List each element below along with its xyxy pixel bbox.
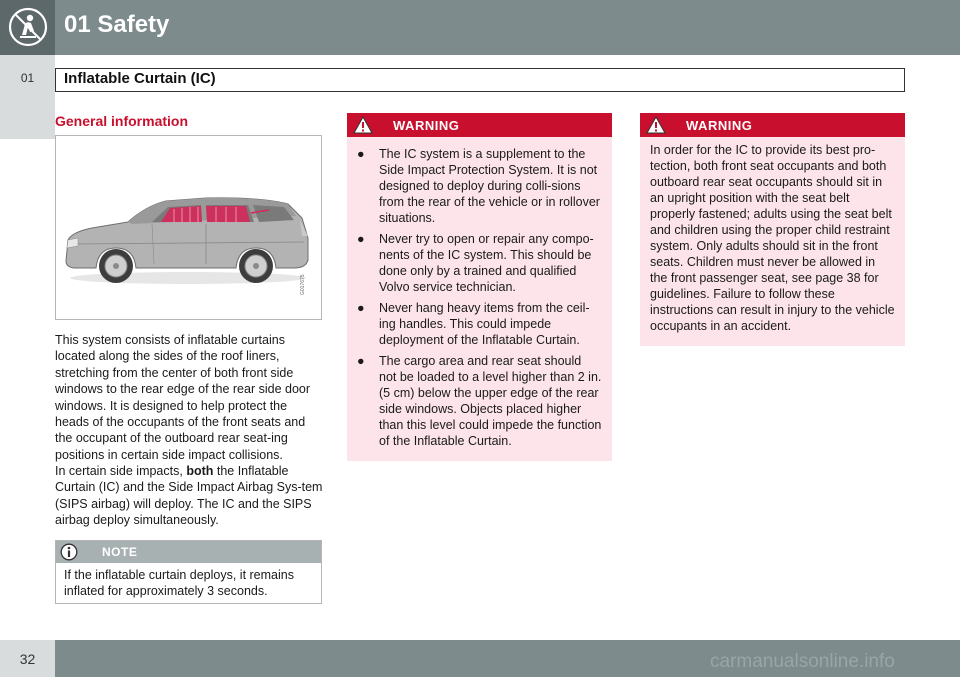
chapter-icon-box [0, 0, 55, 55]
car-illustration [55, 135, 322, 320]
section-title: Inflatable Curtain (IC) [64, 70, 216, 87]
figure-code: G017675 [300, 274, 306, 295]
note-box [55, 540, 322, 604]
warning-item: ● The IC system is a supplement to the Side Impact Protection System. It is not designed to deploy during colli-sions from the rear of the vehicle or in rollover situations. [357, 147, 600, 225]
warning-box-2 [640, 113, 905, 346]
paragraph-1: This system consists of inflatable curtains located along the sides of the roof liners, stretching from the center of both front side windows to the rear edge of the rear side door windows. It is designed to help protect the heads of the occupants of the front seats and the occupant of the outboard rear seat-ing positions in certain side impact collisions. [55, 333, 311, 462]
warning-label-2: WARNING [686, 118, 753, 133]
bullet-marker: ● [357, 147, 365, 161]
bullet-marker: ● [357, 301, 365, 315]
info-icon [60, 543, 78, 561]
seatbelt-person-icon [8, 7, 48, 47]
paragraph-2: In certain side impacts, both the Inflatable Curtain (IC) and the Side Impact Airbag Sys-tem (SIPS airbag) will deploy. The IC and the SIPS airbag deploy simultaneously. [55, 464, 323, 528]
bullet-marker: ● [357, 354, 365, 368]
warning-triangle-icon [646, 116, 666, 134]
warning-text-2: In order for the IC to provide its best pro-tection, both front seat occupants and both outboard rear seat occupants should sit in an upright position with the seat belt properly fastened; adults using the seat belt and children using the proper child restraint system. Only adults should sit in the front seats. Children must never be allowed in the front passenger seat, see page 38 for guidelines. Failure to follow these instructions can result in injury to the vehicle occupants in an accident. [650, 143, 895, 333]
watermark: carmanualsonline.info [710, 651, 895, 672]
page-number: 32 [19, 651, 36, 667]
note-header [56, 541, 321, 563]
warning-header-2 [640, 113, 905, 137]
warning-list [347, 137, 612, 461]
note-text: If the inflatable curtain deploys, it remains inflated for approximately 3 seconds. [64, 568, 294, 598]
side-tab [0, 55, 55, 139]
car-side-view-image [56, 136, 321, 319]
warning-triangle-icon [353, 116, 373, 134]
warning-header-1 [347, 113, 612, 137]
warning-label-1: WARNING [393, 118, 460, 133]
side-tab-number: 01 [20, 71, 35, 85]
bullet-marker: ● [357, 232, 365, 246]
warning-item: ● Never hang heavy items from the ceil-ing handles. This could impede deployment of the Inflatable Curtain. [357, 301, 590, 347]
warning-box-1 [347, 113, 612, 461]
general-information-heading: General information [55, 113, 189, 129]
note-label: NOTE [102, 545, 138, 559]
warning-item: ● The cargo area and rear seat should not be loaded to a level higher than 2 in. (5 cm) below the upper edge of the rear side windows. Objects placed higher than this level could impede the function of the Inflatable Curtain. [357, 354, 602, 448]
warning-item: ● Never try to open or repair any compo-nents of the IC system. This should be done only by a trained and qualified Volvo service technician. [357, 232, 594, 294]
chapter-title: 01 Safety [64, 11, 170, 38]
